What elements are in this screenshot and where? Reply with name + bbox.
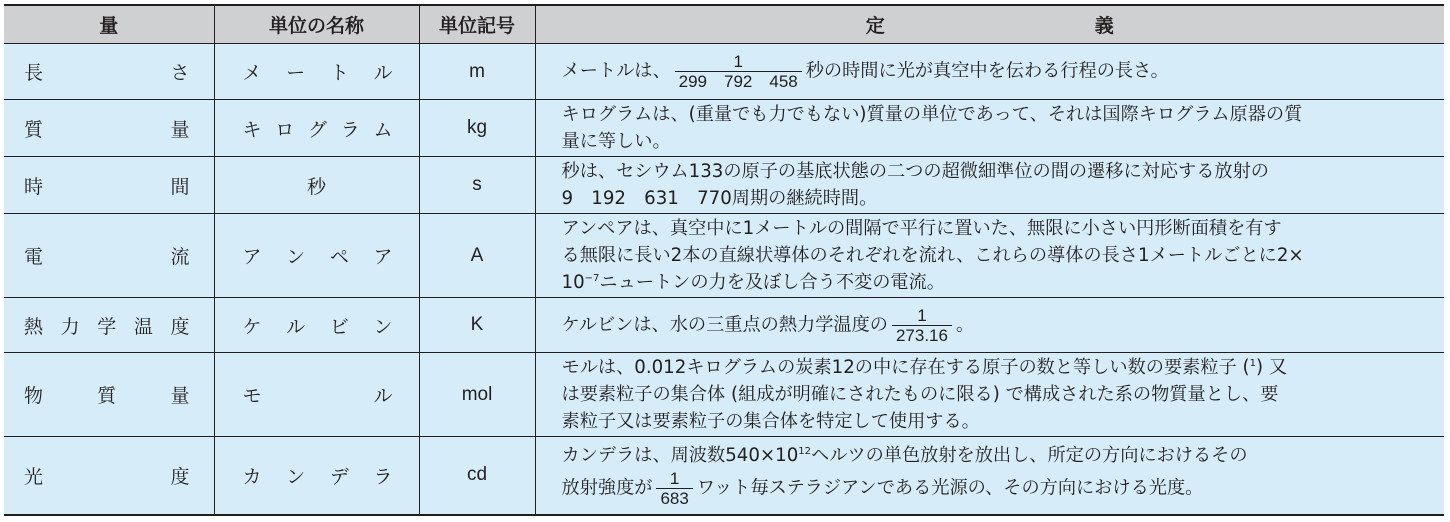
fraction-denominator: 299 792 458 <box>675 71 802 91</box>
header-definition-char-2: 義 <box>1094 15 1114 37</box>
unit-name-cell <box>214 298 419 353</box>
quantity-cell <box>4 353 214 437</box>
table-row-amount-of-substance <box>4 353 1444 437</box>
definition-cell <box>535 214 1444 298</box>
definition-text: ワット毎ステラジアンである光源の、その方向における光度。 <box>696 477 1204 499</box>
quantity-char: 度 <box>170 315 190 338</box>
unit-char: カ <box>242 465 262 488</box>
unit-char: ペ <box>329 246 349 268</box>
unit-char: デ <box>329 465 349 488</box>
quantity-char: 熱 <box>24 315 44 338</box>
quantity-char: 間 <box>170 175 190 198</box>
unit-name-cell <box>214 44 419 100</box>
fraction-denominator: 273.16 <box>892 325 952 345</box>
unit-symbol-cell: A <box>419 214 535 298</box>
unit-char: メ <box>242 62 262 84</box>
definition-cell <box>535 44 1444 100</box>
quantity-char: 度 <box>170 465 190 488</box>
unit-char: ム <box>373 118 393 141</box>
table-row-temperature <box>4 298 1444 353</box>
unit-char: 秒 <box>306 175 326 198</box>
unit-char: ト <box>329 62 349 84</box>
unit-char: ン <box>373 315 393 338</box>
header-quantity: 量 <box>4 5 214 44</box>
definition-text: ニュートンの力を及ぼし合う不変の電流。 <box>599 272 945 293</box>
table-row-length <box>4 44 1444 100</box>
unit-char: ラ <box>340 118 360 141</box>
quantity-char: 温 <box>133 315 153 338</box>
header-unit-name: 単位の名称 <box>214 5 419 44</box>
exponent: −7 <box>584 273 600 284</box>
fraction-denominator: 683 <box>656 488 692 508</box>
definition-text: ケルビンは、水の三重点の熱力学温度の <box>561 314 888 335</box>
quantity-char: 力 <box>60 315 80 338</box>
table-row-current <box>4 214 1444 298</box>
unit-name-cell <box>214 353 419 437</box>
quantity-cell <box>4 298 214 353</box>
unit-char: ラ <box>373 465 393 488</box>
definition-text: カンデラは、周波数540×10 <box>561 445 799 467</box>
quantity-cell <box>4 214 214 298</box>
quantity-char: 学 <box>97 315 117 338</box>
unit-name-cell <box>214 157 419 214</box>
quantity-char: 量 <box>170 385 190 407</box>
definition-text: モルは、0.012キログラムの炭素12の中に存在する原子の数と等しい数の要素粒子 ( <box>561 357 1250 378</box>
quantity-char: さ <box>170 62 190 84</box>
footnote-marker: 1 <box>1249 358 1256 369</box>
quantity-cell <box>4 157 214 214</box>
quantity-cell <box>4 44 214 100</box>
unit-char: ン <box>286 465 306 488</box>
quantity-cell <box>4 100 214 157</box>
fraction-numerator: 1 <box>669 469 680 489</box>
fraction <box>892 306 952 345</box>
unit-symbol-cell: m <box>419 44 535 100</box>
header-row <box>4 5 1444 44</box>
header-unit-symbol: 単位記号 <box>419 5 535 44</box>
quantity-char: 量 <box>170 118 190 141</box>
definition-line: キログラムは、(重量でも力でもない)質量の単位であって、それは国際キログラム原器の質 <box>561 104 1303 125</box>
unit-name-cell <box>214 437 419 515</box>
definition-line: 9 192 631 770周期の継続時間。 <box>561 188 878 209</box>
definition-cell <box>535 298 1444 353</box>
header-definition <box>535 5 1444 44</box>
definition-line: アンペアは、真空中に1メートルの間隔で平行に置いた、無限に小さい円形断面積を有す <box>561 218 1282 239</box>
unit-char: キ <box>242 118 262 141</box>
definition-line: は要素粒子の集合体 (組成が明確にされたものに限る) で構成された系の物質量とし、要 <box>561 384 1279 405</box>
definition-text: 放射強度が <box>561 477 653 499</box>
unit-char: ー <box>286 62 306 84</box>
definition-text: 10 <box>561 272 585 293</box>
unit-symbol-cell: mol <box>419 353 535 437</box>
si-base-units-table-wrapper <box>4 4 1444 518</box>
definition-text: 秒の時間に光が真空中を伝わる行程の長さ。 <box>805 60 1169 82</box>
definition-line: 素粒子又は要素粒子の集合体を特定して使用する。 <box>561 411 980 432</box>
unit-char: ア <box>373 246 393 268</box>
table-row-luminous-intensity <box>4 437 1444 515</box>
quantity-char: 長 <box>24 62 44 84</box>
table-row-time <box>4 157 1444 214</box>
fraction <box>656 469 692 508</box>
quantity-cell <box>4 437 214 515</box>
si-base-units-table <box>4 4 1444 516</box>
definition-cell <box>535 100 1444 157</box>
unit-char: ン <box>286 246 306 268</box>
unit-name-cell <box>214 100 419 157</box>
unit-char: ル <box>373 385 393 407</box>
definition-line: 量に等しい。 <box>561 131 671 152</box>
unit-symbol-cell: s <box>419 157 535 214</box>
table-row-mass <box>4 100 1444 157</box>
definition-line: る無限に長い2本の直線状導体のそれぞれを流れ、これらの導体の長さ1メートルごとに2× <box>561 245 1304 266</box>
definition-text: ヘルツの単色放射を放出し、所定の方向におけるその <box>811 445 1248 467</box>
definition-line <box>562 442 1433 469</box>
unit-char: グ <box>307 118 327 141</box>
unit-char: ケ <box>242 315 262 338</box>
definition-cell <box>535 353 1444 437</box>
unit-char: ビ <box>329 315 349 338</box>
unit-char: ル <box>373 62 393 84</box>
definition-cell <box>535 157 1444 214</box>
unit-name-cell <box>214 214 419 298</box>
unit-char: ア <box>242 246 262 268</box>
quantity-char: 物 <box>24 385 44 407</box>
definition-line: 秒は、セシウム133の原子の基底状態の二つの超微細準位の間の遷移に対応する放射の <box>561 161 1269 182</box>
fraction-numerator: 1 <box>917 305 927 325</box>
definition-text: 。 <box>955 314 975 335</box>
unit-char: モ <box>242 385 262 407</box>
definition-line <box>562 354 1433 381</box>
quantity-char: 流 <box>170 246 190 268</box>
definition-cell <box>535 437 1444 515</box>
fraction <box>675 52 802 91</box>
quantity-char: 時 <box>24 175 44 198</box>
header-definition-char-1: 定 <box>865 15 885 37</box>
quantity-char: 電 <box>24 246 44 268</box>
unit-char: ロ <box>275 118 295 141</box>
quantity-char: 質 <box>97 385 117 407</box>
unit-symbol-cell: K <box>419 298 535 353</box>
unit-symbol-cell: cd <box>419 437 535 515</box>
quantity-char: 質 <box>24 118 44 141</box>
fraction-numerator: 1 <box>733 52 743 71</box>
definition-text: メートルは、 <box>561 60 671 82</box>
unit-symbol-cell: kg <box>419 100 535 157</box>
exponent: 12 <box>798 446 812 458</box>
quantity-char: 光 <box>24 465 44 488</box>
definition-text: ) 又 <box>1255 357 1288 378</box>
definition-line <box>562 269 1433 296</box>
unit-char: ル <box>286 315 306 338</box>
definition-line <box>562 469 1433 508</box>
